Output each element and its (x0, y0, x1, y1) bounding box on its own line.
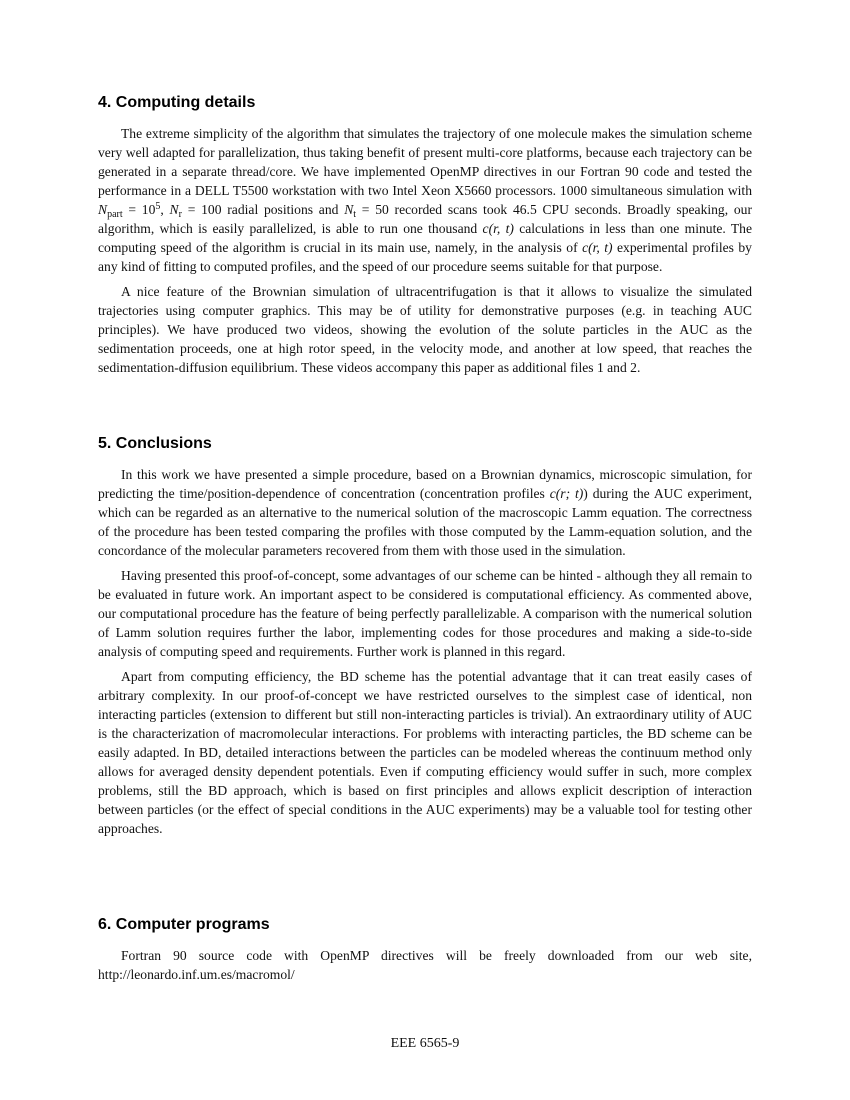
paragraph: Fortran 90 source code with OpenMP directives will be freely downloaded from our web site, http://leonardo.inf.um.es/macromol/ (98, 948, 752, 982)
paragraph-text: , (160, 202, 170, 217)
page-footer: EEE 6565-9 (390, 1036, 460, 1051)
paragraph (98, 124, 752, 276)
math-symbol: N (344, 202, 354, 217)
math-subscript: part (107, 209, 123, 220)
math-subscript: r (178, 209, 182, 220)
paragraph-text: = 50 recorded scans took 46.5 CPU seconds. Broadly speaking, our algorithm, which is easily parallelized, is able to run one thousand (98, 202, 753, 236)
section-heading: 5. Conclusions (98, 435, 212, 452)
paragraph-text: calculations in less than one minute. The computing speed of the algorithm is crucial in its main use, namely, in the analysis of (98, 221, 752, 255)
math-symbol: N (98, 202, 108, 217)
math-subscript: t (353, 209, 357, 220)
section-heading: 4. Computing details (98, 94, 256, 111)
math-expression: c(r; t) (549, 486, 584, 501)
math-superscript: 5 (155, 201, 161, 212)
section-computer-programs (98, 915, 752, 990)
section-computing-details (98, 93, 752, 383)
paragraph: Apart from computing efficiency, the BD scheme has the potential advantage that it can treat easily cases of arbitrary complexity. In our proof-of-concept we have restricted ourselves to the simplest case of identical, non interacting particles (extension to different but still non-interacting particles is trivial). An extraordinary utility of AUC is the characterization of macromolecular interactions. For problems with interacting particles, the BD scheme can be easily adapted. In BD, detailed interactions between the particles can be modeled whereas the continuum method only allows for averaged density dependent potentials. Even if computing efficiency would suffer in such, more complex problems, still the BD approach, which is based on first principles and allows explicit description of interaction between particles (or the effect of special conditions in the AUC experiments) may be a valuable tool for testing other approaches. (98, 669, 752, 836)
math-symbol: N (169, 202, 179, 217)
paragraph (98, 465, 752, 560)
paragraph-text: The extreme simplicity of the algorithm that simulates the trajectory of one molecule makes the simulation scheme very well adapted for parallelization, thus taking benefit of present multi-core platforms, because each trajectory can be generated in a separate thread/core. We have implemented OpenMP directives in our Fortran 90 code and tested the performance in a DELL T5500 workstation with two Intel Xeon X5660 processors. 1000 simultaneous simulation with (98, 126, 752, 198)
section-heading: 6. Computer programs (98, 916, 270, 933)
paragraph-text: = 10 (122, 202, 156, 217)
paragraph-text: In this work we have presented a simple procedure, based on a Brownian dynamics, microscopic simulation, for predicting the time/position-dependence of concentration (concentration profiles (98, 467, 752, 501)
paragraph: Having presented this proof-of-concept, some advantages of our scheme can be hinted - although they all remain to be evaluated in future work. An important aspect to be considered is computational efficiency. As commented above, our computational procedure has the feature of being perfectly parallelizable. A comparison with the numerical solution of Lamm solution requires further the labor, implementing codes for those procedures and making a side-to-side analysis of computing speed and requirements. Further work is planned in this regard. (98, 568, 752, 659)
paragraph-text: = 100 radial positions and (181, 202, 345, 217)
paragraph-text: ) during the AUC experiment, which can be regarded as an alternative to the numerical solution of the macroscopic Lamm equation. The correctness of the procedure has been tested comparing the profiles with those computed by the Lamm-equation solution, and the concordance of the molecular parameters recovered from them with those used in the simulation. (98, 486, 752, 558)
math-expression: c(r, t) (582, 240, 613, 255)
paragraph-text: experimental profiles by any kind of fitting to computed profiles, and the speed of our procedure seems suitable for that purpose. (98, 240, 752, 274)
math-expression: c(r, t) (482, 221, 514, 236)
paragraph: A nice feature of the Brownian simulation of ultracentrifugation is that it allows to visualize the simulated trajectories using computer graphics. This may be of utility for demonstrative purposes (e.g. in teaching AUC principles). We have produced two videos, showing the evolution of the solute particles in the AUC as the sedimentation proceeds, one at high rotor speed, in the velocity mode, and another at low speed, that reaches the sedimentation-diffusion equilibrium. These videos accompany this paper as additional files 1 and 2. (98, 284, 752, 375)
section-conclusions (98, 434, 752, 844)
